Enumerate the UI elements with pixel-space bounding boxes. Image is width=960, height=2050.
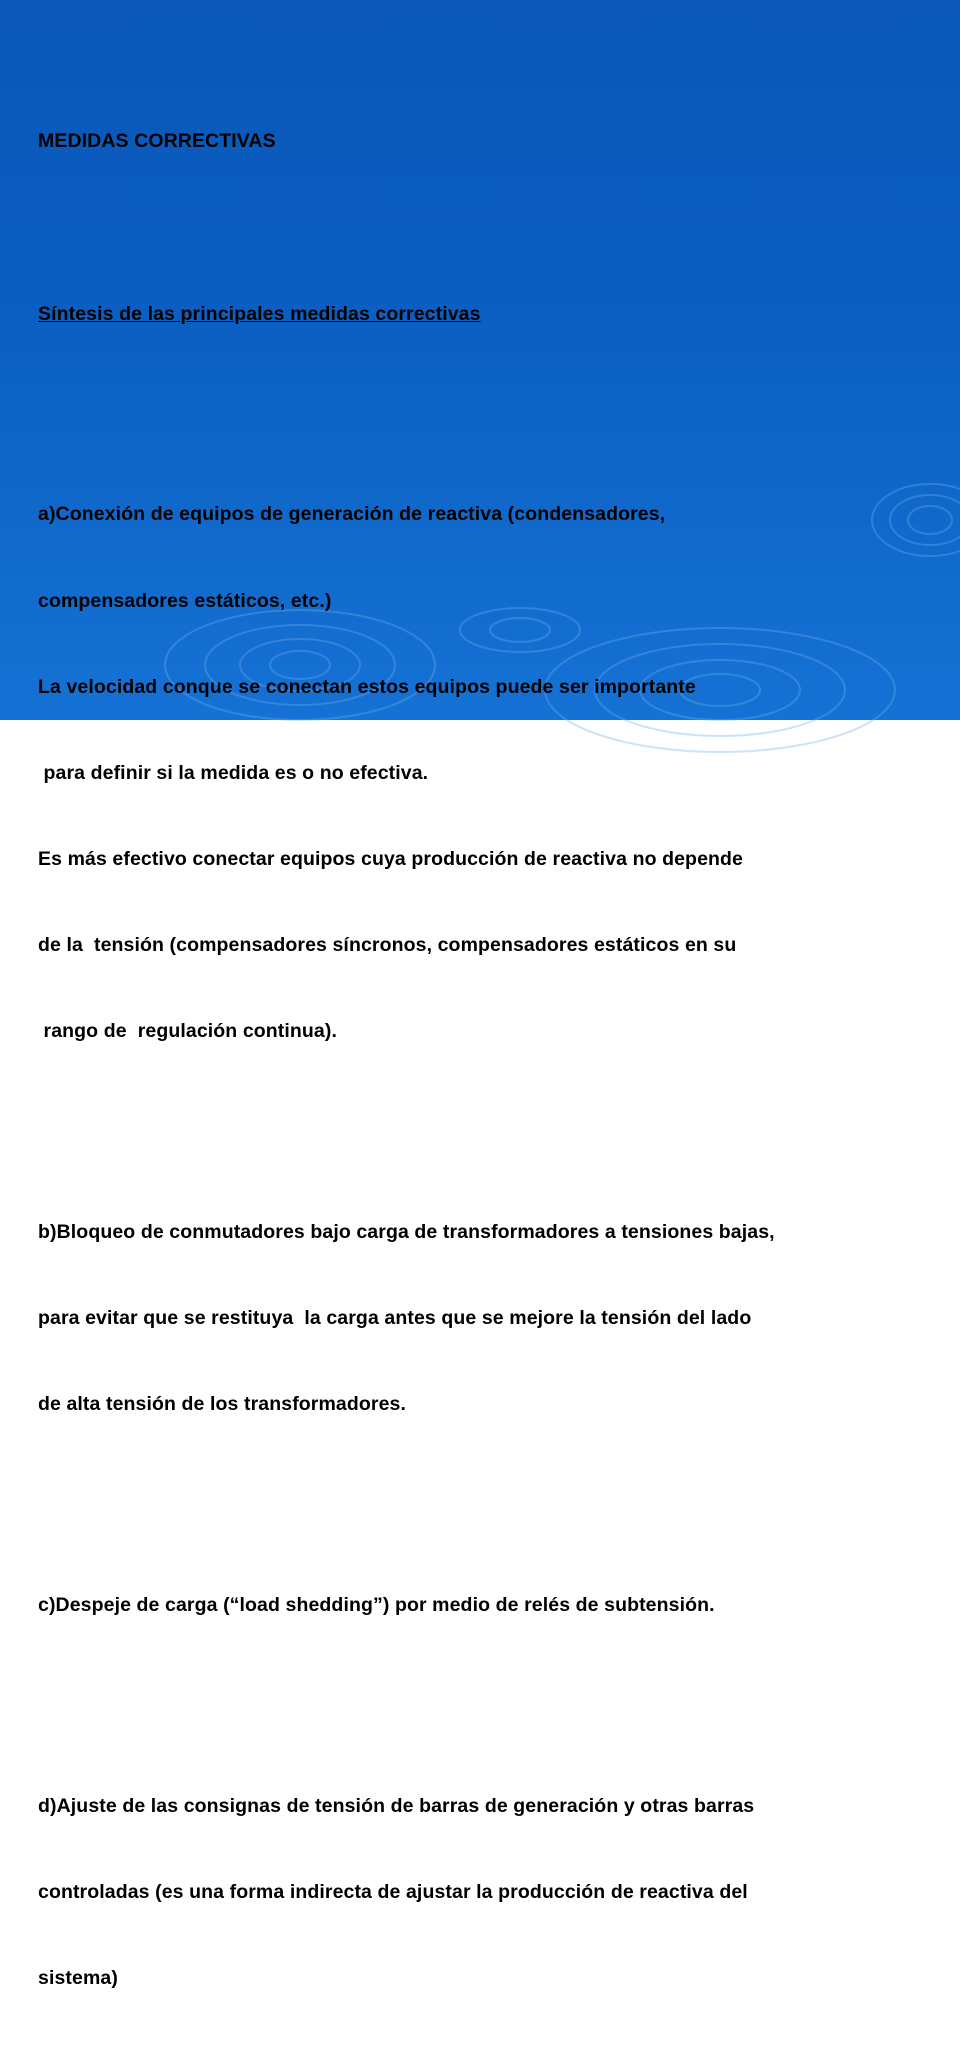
paragraph-b-line: para evitar que se restituya la carga antes que se mejore la tensión del lado (38, 1307, 752, 1330)
blank-line (38, 386, 943, 415)
blank-line (38, 1677, 943, 1706)
slide-heading: MEDIDAS CORRECTIVAS (38, 130, 276, 153)
paragraph-a-line: Es más efectivo conectar equipos cuya producción de reactiva no depende (38, 847, 743, 870)
blank-line (38, 1476, 943, 1505)
paragraph-d-line: d)Ajuste de las consignas de tensión de barras de generación y otras barras (38, 1794, 755, 1817)
paragraph-a-line: para definir si la medida es o no efectiva. (38, 761, 429, 784)
slide-subheading (38, 300, 943, 329)
paragraph-a-line: a)Conexión de equipos de generación de reactiva (condensadores, (38, 503, 666, 526)
slide-body (38, 70, 943, 2050)
paragraph-a-line: de la tensión (compensadores síncronos, compensadores estáticos en su (38, 933, 737, 956)
paragraph-b-line: de alta tensión de los transformadores. (38, 1393, 406, 1416)
paragraph-a-line: La velocidad conque se conectan estos equipos puede ser importante (38, 675, 696, 698)
paragraph-c-line: c)Despeje de carga (“load shedding”) por medio de relés de subtensión. (38, 1594, 715, 1617)
blank-line (38, 214, 943, 243)
paragraph-d-line: sistema) (38, 1967, 118, 1990)
paragraph-a-line: rango de regulación continua). (38, 1020, 337, 1043)
paragraph-b-line: b)Bloqueo de conmutadores bajo carga de transformadores a tensiones bajas, (38, 1220, 775, 1243)
paragraph-d-line: controladas (es una forma indirecta de ajustar la producción de reactiva del (38, 1881, 748, 1903)
paragraph-a-line: compensadores estáticos, etc.) (38, 589, 332, 612)
blank-line (38, 1103, 943, 1132)
subheading-text: Síntesis de las principales medidas correctivas (38, 302, 481, 325)
